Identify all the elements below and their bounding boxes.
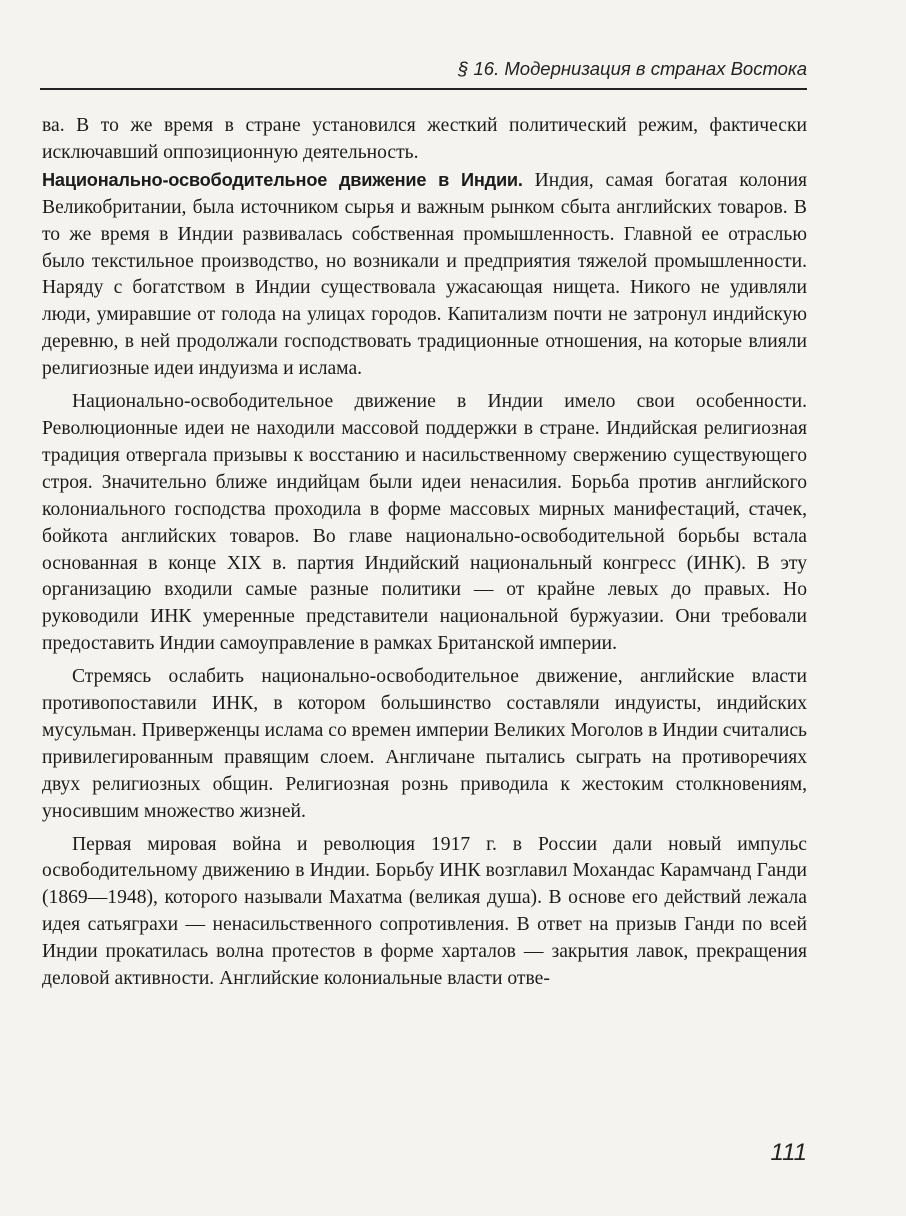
paragraph-text: Индия, самая богатая колония Великобритании, была источником сырья и важным рынком сбыта английских товаров. В то же время в Индии развивалась собственная промышленность. Главной ее отраслью было текстильное производство, но возникали и предприятия тяжелой промышленности. Наряду с богатством в Индии существовала ужасающая нищета. Никого не удивляли люди, умиравшие от голода на улицах городов. Капитализм почти не затронул индийскую деревню, в ней продолжали господствовать традиционные отношения, на которые влияли религиозные идеи индуизма и ислама. — [42, 169, 807, 380]
paragraph: Первая мировая война и революция 1917 г. в России дали новый импульс освободительному движению в Индии. Борьбу ИНК возглавил Мохандас Карамчанд Ганди (1869—1948), которого называли Махатма (великая душа). В основе его действий лежала идея сатьяграхи — ненасильственного сопротивления. В ответ на призыв Ганди по всей Индии прокатилась волна протестов в форме харталов — закрытия лавок, прекращения деловой активности. Английские колониальные власти отве- — [42, 833, 807, 990]
running-header: § 16. Модернизация в странах Востока — [458, 58, 807, 79]
paragraph-section-start — [42, 167, 807, 383]
section-heading: Национально-освободительное движение в Индии. — [42, 169, 523, 190]
paragraph-continuation: ва. В то же время в стране установился жесткий политический режим, фактически исключавший оппозиционную деятельность. — [42, 115, 807, 163]
page-number: 111 — [770, 1139, 807, 1166]
header-rule — [40, 88, 807, 90]
paragraph: Национально-освободительное движение в Индии имело свои особенности. Революционные идеи не находили массовой поддержки в стране. Индийская религиозная традиция отвергала призывы к восстанию и насильственному свержению существующего строя. Значительно ближе индийцам были идеи ненасилия. Борьба против английского колониального господства проходила в форме массовых мирных манифестаций, стачек, бойкота английских товаров. Во главе национально-освободительной борьбы встала основанная в конце XIX в. партия Индийский национальный конгресс (ИНК). В эту организацию входили самые разные политики — от крайне левых до правых. Но руководили ИНК умеренные представители национальной буржуазии. Они требовали предоставить Индии самоуправление в рамках Британской империи. — [42, 391, 807, 655]
paragraph: Стремясь ослабить национально-освободительное движение, английские власти противопоставили ИНК, в котором большинство составляли индуисты, индийских мусульман. Приверженцы ислама со времен империи Великих Моголов в Индии считались привилегированным правящим слоем. Англичане пытались сыграть на противоречиях двух религиозных общин. Религиозная рознь приводила к жестоким столкновениям, уносившим множество жизней. — [42, 666, 807, 822]
body-text — [42, 113, 807, 999]
